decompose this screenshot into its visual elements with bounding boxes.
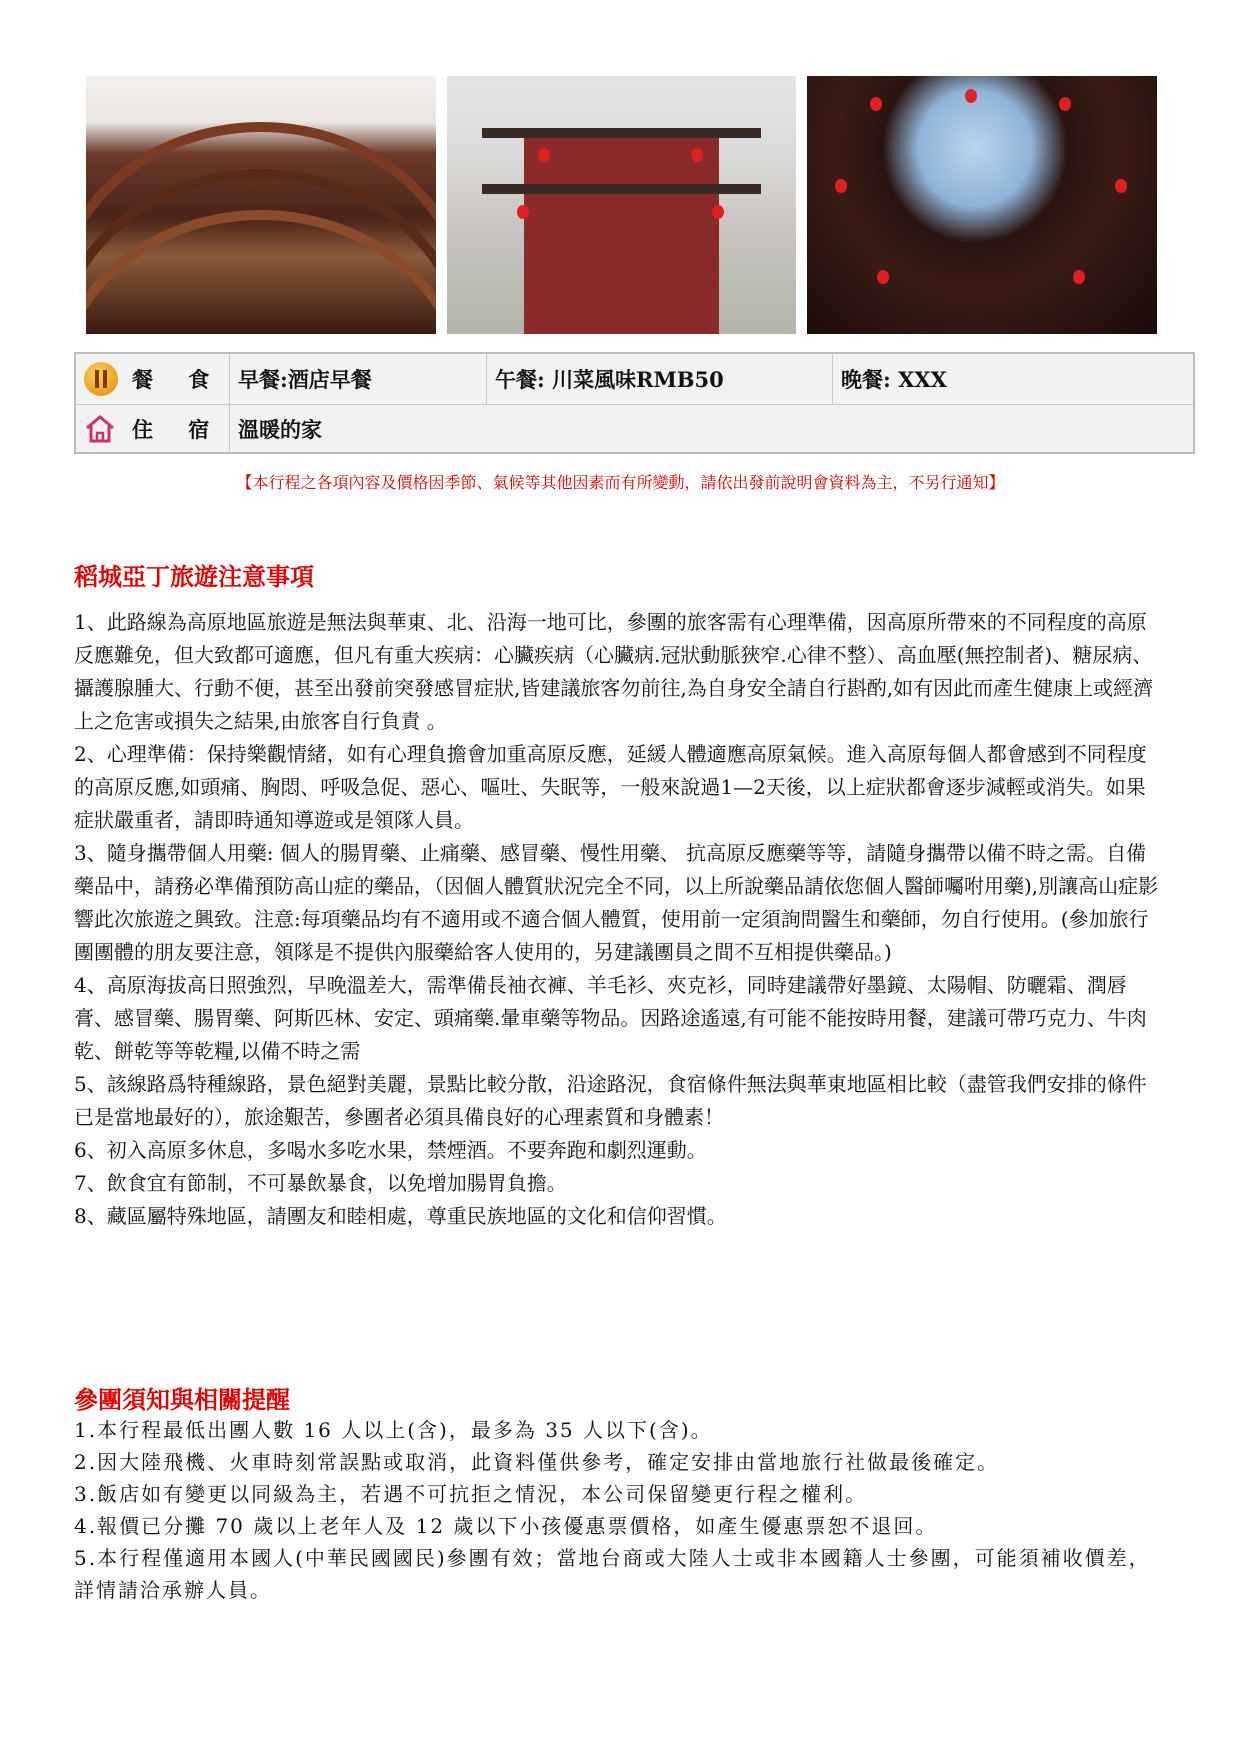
lantern xyxy=(965,89,977,103)
section2-item: 2.因大陸飛機、火車時刻常誤點或取消，此資料僅供參考，確定安排由當地旅行社做最後確定。 xyxy=(74,1450,1000,1474)
meal-row xyxy=(76,354,1193,405)
section1-item: 3、隨身攜帶個人用藥: 個人的腸胃藥、止痛藥、感冒藥、慢性用藥、 抗高原反應藥等等，請隨身攜帶以備不時之需。自備藥品中，請務必準備預防高山症的藥品，（因個人體質狀況完全不同，以上所說藥品請依您個人醫師囑咐用藥),別讓高山症影響此次旅遊之興致。注意:每項藥品均有不適用或不適合個人體質，使用前一定須詢問醫生和藥師，勿自行使用。(參加旅行團團體的朋友要注意，領隊是不提供內服藥給客人使用的，另建議團員之間不互相提供藥品。) xyxy=(74,841,1159,964)
notice-text: 【本行程之各項內容及價格因季節、氣候等其他因素而有所變動，請依出發前說明會資料為主，不另行通知】 xyxy=(236,473,1005,492)
red-tower-photo xyxy=(447,76,797,334)
lunch-cell: 午餐: 川菜風味RMB50 xyxy=(487,354,833,404)
lantern xyxy=(517,205,529,219)
meal-label-cell xyxy=(76,354,230,404)
section1-item: 6、初入高原多休息，多喝水多吃水果，禁煙酒。不要奔跑和劇烈運動。 xyxy=(74,1138,707,1162)
tower-roof xyxy=(482,184,762,194)
section1-body xyxy=(74,606,1164,1233)
stay-label: 住 宿 xyxy=(132,416,224,442)
lantern xyxy=(1115,179,1127,193)
meal-stay-table xyxy=(74,352,1195,454)
utensils-icon xyxy=(84,362,118,396)
section1-item: 8、藏區屬特殊地區，請團友和睦相處，尊重民族地區的文化和信仰習慣。 xyxy=(74,1204,727,1228)
lantern xyxy=(877,270,889,284)
section1-item: 7、飲食宜有節制，不可暴飲暴食，以免增加腸胃負擔。 xyxy=(74,1171,567,1195)
lantern xyxy=(870,97,882,111)
tower-roof xyxy=(482,128,762,138)
section2-body xyxy=(74,1414,1164,1606)
lantern xyxy=(1073,270,1085,284)
lantern xyxy=(712,205,724,219)
section2-item: 1.本行程最低出團人數 16 人以上(含)，最多為 35 人以下(含)。 xyxy=(74,1418,713,1442)
section1-item: 2、心理準備：保持樂觀情緒，如有心理負擔會加重高原反應，延緩人體適應高原氣候。進入高原每個人都會感到不同程度的高原反應,如頭痛、胸悶、呼吸急促、惡心、嘔吐、失眠等，一般來說過1—2天後，以上症狀都會逐步減輕或消失。如果症狀嚴重者，請即時通知導遊或是領隊人員。 xyxy=(74,742,1147,832)
section2-item: 4.報價已分攤 70 歲以上老年人及 12 歲以下小孩優惠票價格，如產生優惠票恕不退回。 xyxy=(74,1514,938,1538)
tulou-interior-photo xyxy=(86,76,436,334)
breakfast-cell: 早餐:酒店早餐 xyxy=(230,354,487,404)
meal-label: 餐 食 xyxy=(132,367,224,392)
section1-item: 1、此路線為高原地區旅遊是無法與華東、北、沿海一地可比，參團的旅客需有心理準備，因高原所帶來的不同程度的高原反應難免，但大致都可適應，但凡有重大疾病：心臟疾病（心臟病.冠狀動脈狹窄.心律不整）、高血壓(無控制者)、糖尿病、攝護腺腫大、行動不便，甚至出發前突發感冒症狀,皆建議旅客勿前往,為自身安全請自行斟酌,如有因此而產生健康上或經濟上之危害或損失之結果,由旅客自行負責 。 xyxy=(74,610,1154,733)
section1-title: 稻城亞丁旅遊注意事項 xyxy=(74,562,314,591)
stay-value-cell: 溫暖的家 xyxy=(238,416,322,442)
home-icon xyxy=(84,414,116,444)
dinner-cell: 晚餐: XXX xyxy=(841,367,947,392)
stay-label-cell xyxy=(76,405,230,452)
tower-body xyxy=(524,133,720,334)
section2-title: 參團須知與相關提醒 xyxy=(74,1385,290,1414)
section2-item: 5.本行程僅適用本國人(中華民國國民)參團有效；當地台商或大陸人士或非本國籍人士參團，可能須補收價差，詳情請洽承辦人員。 xyxy=(74,1546,1151,1602)
photo-strip xyxy=(86,76,1157,334)
section2-item: 3.飯店如有變更以同級為主，若遇不可抗拒之情況，本公司保留變更行程之權利。 xyxy=(74,1482,868,1506)
lantern xyxy=(538,148,550,162)
lantern xyxy=(835,179,847,193)
section1-item: 5、該線路爲特種線路，景色絕對美麗，景點比較分散，沿途路況，食宿條件無法與華東地區相比較（盡管我們安排的條件已是當地最好的），旅途艱苦，參團者必須具備良好的心理素質和身體素！ xyxy=(74,1072,1147,1129)
tulou-courtyard-sky-photo xyxy=(807,76,1157,334)
section1-item: 4、高原海拔高日照強烈，早晚溫差大，需準備長袖衣褲、羊毛衫、夾克衫，同時建議帶好墨鏡、太陽帽、防曬霜、潤唇膏、感冒藥、腸胃藥、阿斯匹林、安定、頭痛藥.暈車藥等物品。因路途遙遠,有可能不能按時用餐，建議可帶巧克力、牛肉乾、餅乾等等乾糧,以備不時之需 xyxy=(74,973,1147,1063)
lantern xyxy=(1059,97,1071,111)
stay-row xyxy=(76,405,1193,452)
